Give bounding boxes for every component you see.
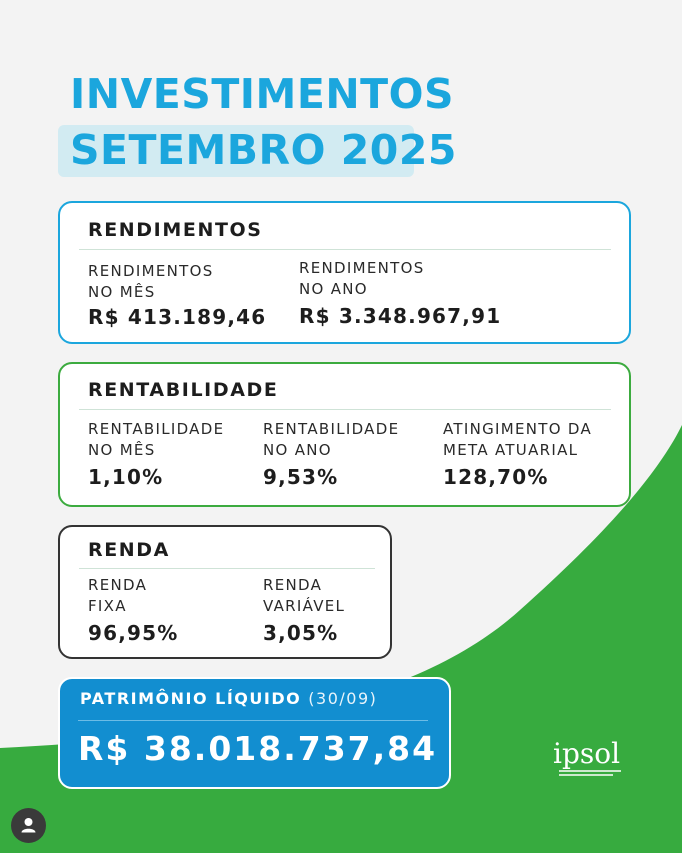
user-avatar-button[interactable] (11, 808, 46, 843)
renda-variavel-label-2: VARIÁVEL (263, 597, 346, 615)
renda-fixa-value: 96,95% (88, 621, 179, 645)
patrimonio-divider (78, 720, 428, 721)
title-setembro-2025: SETEMBRO 2025 (70, 126, 457, 174)
rendimentos-mes-label-2: NO MÊS (88, 283, 156, 301)
rentabilidade-meta-label-1: ATINGIMENTO DA (443, 420, 593, 438)
patrimonio-value: R$ 38.018.737,84 (78, 729, 438, 768)
rentabilidade-ano-label-1: RENTABILIDADE (263, 420, 400, 438)
rentabilidade-meta-value: 128,70% (443, 465, 549, 489)
renda-divider (79, 568, 375, 569)
renda-card (58, 525, 392, 659)
user-icon (11, 808, 46, 843)
logo-subtitle-line-2 (559, 774, 613, 776)
renda-variavel-value: 3,05% (263, 621, 339, 645)
patrimonio-date: (30/09) (308, 689, 378, 708)
rentabilidade-mes-label-2: NO MÊS (88, 441, 156, 459)
rendimentos-divider (79, 249, 611, 250)
rendimentos-card-title: RENDIMENTOS (88, 219, 263, 241)
rentabilidade-ano-value: 9,53% (263, 465, 339, 489)
rentabilidade-meta-label-2: META ATUARIAL (443, 441, 579, 459)
rendimentos-ano-label-2: NO ANO (299, 280, 368, 298)
rentabilidade-card (58, 362, 631, 507)
renda-variavel-label-1: RENDA (263, 576, 323, 594)
renda-fixa-label-2: FIXA (88, 597, 127, 615)
rendimentos-mes-label-1: RENDIMENTOS (88, 262, 214, 280)
rendimentos-mes-value: R$ 413.189,46 (88, 305, 267, 329)
rendimentos-card (58, 201, 631, 344)
logo-subtitle-line-1 (559, 770, 621, 772)
ipsol-logo (553, 738, 623, 778)
patrimonio-title (80, 689, 377, 708)
rentabilidade-divider (79, 409, 611, 410)
renda-fixa-label-1: RENDA (88, 576, 148, 594)
ipsol-logo-text: ipsol (553, 737, 621, 770)
rentabilidade-card-title: RENTABILIDADE (88, 379, 279, 401)
title-investimentos: INVESTIMENTOS (70, 70, 455, 118)
rentabilidade-mes-label-1: RENTABILIDADE (88, 420, 225, 438)
renda-card-title: RENDA (88, 539, 170, 561)
rentabilidade-mes-value: 1,10% (88, 465, 164, 489)
rendimentos-ano-label-1: RENDIMENTOS (299, 259, 425, 277)
rendimentos-ano-value: R$ 3.348.967,91 (299, 304, 502, 328)
rentabilidade-ano-label-2: NO ANO (263, 441, 332, 459)
patrimonio-liquido-card (58, 677, 451, 789)
patrimonio-title-text: PATRIMÔNIO LÍQUIDO (80, 689, 302, 708)
